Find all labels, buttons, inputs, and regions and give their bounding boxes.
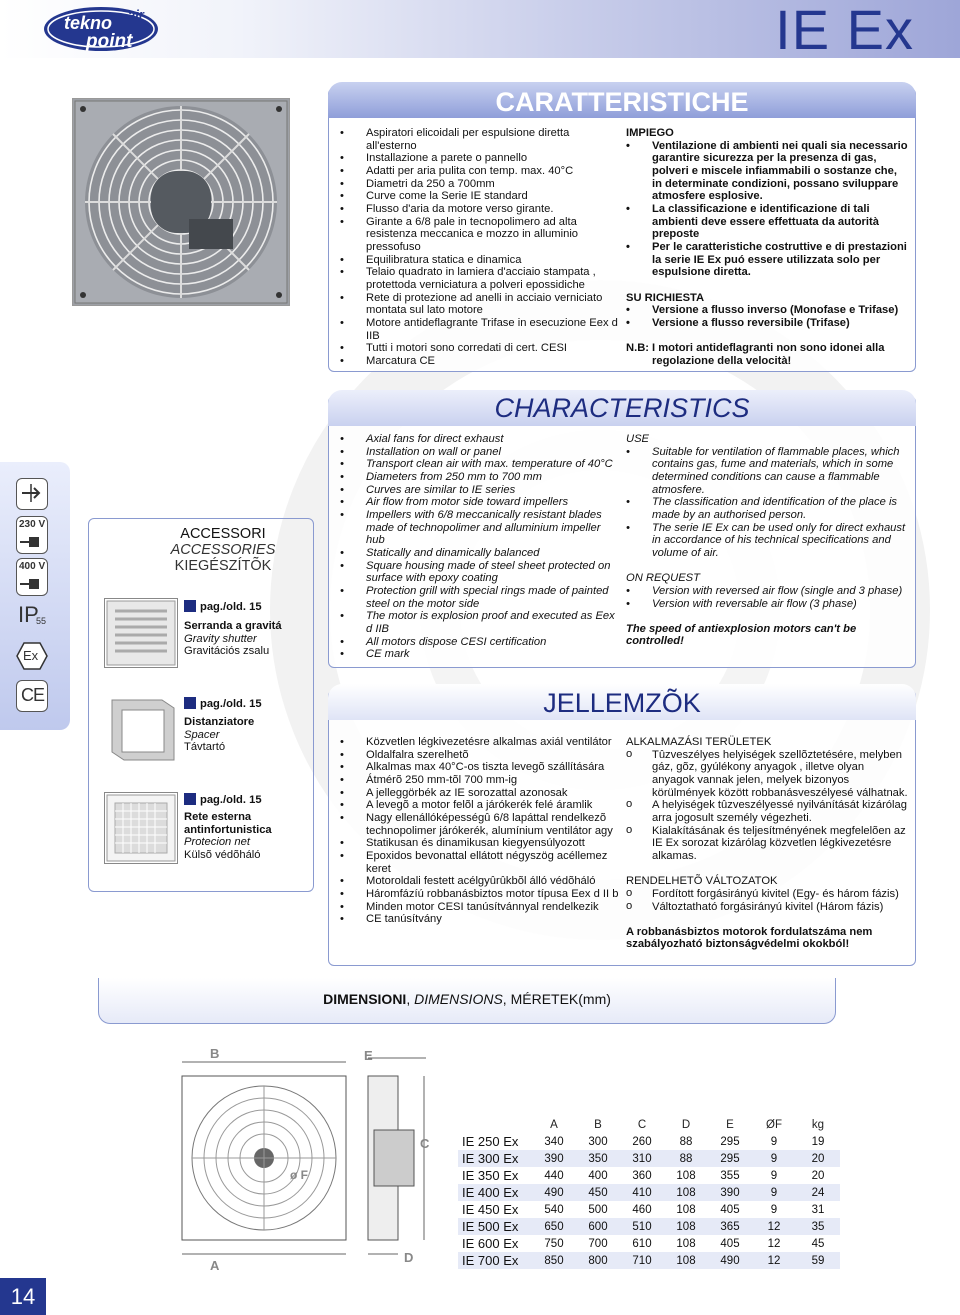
protection-net-image: [104, 792, 178, 864]
plug-230v-icon: [16, 516, 48, 554]
hungarian-use-column: [626, 736, 908, 951]
list-item: o Tûzveszélyes helyiségek szellõztetésére, melyben gáz, gõz, gyúlékony anyagok , illetve olyan anyagok vannak jelen, melyek bizonyos körülmények között robbanásveszélyesé válhatnak.: [626, 749, 908, 800]
table-cell: 12: [752, 1218, 796, 1235]
fan-illustration: [73, 99, 289, 305]
table-cell: 31: [811, 1203, 825, 1216]
list-item: • Rete di protezione ad anelli in acciaio verniciato montata sul lato motore: [340, 292, 620, 317]
gravity-shutter-image: [104, 598, 178, 668]
table-cell: 700: [588, 1237, 608, 1250]
dimensions-table: [458, 1116, 840, 1269]
italian-heading: CARATTERISTICHE: [495, 87, 749, 117]
list-item: • All motors dispose CESI certification: [340, 636, 620, 649]
voltage-400-label: 400 V: [19, 561, 46, 572]
list-item: • Transport clean air with max. temperature of 40°C: [340, 458, 620, 471]
list-item: • Telaio quadrato in lamiera d'acciaio stampata , protettoda verniciatura a polveri epossidiche: [340, 266, 620, 291]
page-header: [0, 0, 960, 61]
table-cell: 295: [708, 1150, 752, 1167]
certification-icons-tab: [0, 462, 70, 730]
list-item: • Diametri da 250 a 700mm: [340, 178, 620, 191]
table-cell: 500: [588, 1203, 608, 1216]
list-item: • Marcatura CE: [340, 355, 620, 368]
table-cell: 9: [752, 1150, 796, 1167]
table-row: [458, 1252, 840, 1269]
list-item: • Installation on wall or panel: [340, 446, 620, 459]
ex-hexagon-icon: [16, 640, 48, 672]
table-cell: 390: [532, 1150, 576, 1167]
logo-air-text: air: [128, 7, 144, 22]
page-ref-text: pag./old. 15: [200, 698, 262, 710]
table-cell: 800: [576, 1252, 620, 1269]
table-cell: 405: [720, 1203, 740, 1216]
table-cell: 9: [770, 1135, 778, 1148]
table-cell: 400: [588, 1169, 608, 1182]
model-cell: IE 250 Ex: [462, 1134, 519, 1149]
ce-mark-icon: [16, 680, 48, 712]
accessory-name-en: Protecion net: [184, 836, 250, 849]
model-cell: IE 600 Ex: [462, 1236, 519, 1251]
list-item: • Versione a flusso inverso (Monofase e Trifase): [626, 304, 908, 317]
dimensions-title-it: DIMENSIONI: [323, 991, 407, 1007]
dimensions-title: DIMENSIONI, DIMENSIONS, MÉRETEK(mm): [323, 991, 611, 1007]
use-title: USE: [626, 433, 650, 445]
list-item: • The serie IE Ex can be used only for direct exhaust in accordance of his technical specifications and volume of air.: [626, 522, 908, 560]
page-ref-text: pag./old. 15: [200, 601, 262, 613]
list-item: • Axial fans for direct exhaust: [340, 433, 620, 446]
ex-label: Ex: [23, 648, 39, 663]
list-item: • Tutti i motori sono corredati di cert. CESI: [340, 342, 620, 355]
table-cell: 750: [544, 1237, 564, 1250]
dimensions-title-en: DIMENSIONS: [414, 991, 503, 1007]
table-cell: 850: [532, 1252, 576, 1269]
hungarian-heading-bar: [328, 684, 916, 720]
note-text: The speed of antiexplosion motors can't be controlled!: [626, 622, 857, 648]
dim-label-d: D: [404, 1250, 414, 1265]
table-cell: 440: [544, 1169, 564, 1182]
table-cell: 12: [752, 1252, 796, 1269]
table-cell: 350: [576, 1150, 620, 1167]
list-item: • Version with reversable air flow (3 phase): [626, 598, 908, 611]
list-item: • A levegõ a motor felõl a járókerék felé áramlik: [340, 799, 620, 812]
column-header: B: [594, 1118, 602, 1131]
model-cell: IE 350 Ex: [462, 1168, 519, 1183]
list-item: • Impellers with 6/8 meccanically resistant blades made of technopolimer and alluminium impeller hub: [340, 509, 620, 547]
list-item: • Per le caratteristiche costruttive e di prestazioni la serie IE Ex puó essere utilizzata solo per espulsione diretta.: [626, 241, 908, 279]
table-cell: 260: [632, 1135, 652, 1148]
dim-label-c: C: [420, 1136, 430, 1151]
dimension-drawing: [178, 1040, 436, 1280]
note-label: N.B:: [626, 342, 649, 355]
list-item: • Flusso d'aria da motore verso girante.: [340, 203, 620, 216]
table-cell: 450: [576, 1184, 620, 1201]
english-features-list: [340, 433, 620, 661]
table-cell: 12: [767, 1237, 781, 1250]
ce-label: CE: [21, 685, 45, 705]
list-item: • A jelleggörbék az IE sorozattal azonosak: [340, 787, 620, 800]
list-item: • Statically and dinamically balanced: [340, 547, 620, 560]
dim-label-f: ø F: [290, 1168, 308, 1182]
table-cell: 710: [620, 1252, 664, 1269]
table-cell: 35: [796, 1218, 840, 1235]
list-item: o Változtatható forgásirányú kivitel (Három fázis): [626, 901, 908, 914]
table-cell: 20: [811, 1169, 825, 1182]
accessory-page-ref: [184, 793, 262, 806]
list-item: • The classification and identification of the place is made by an authorised person.: [626, 496, 908, 521]
table-row: [458, 1218, 840, 1235]
use-title: ALKALMAZÁSI TERÜLETEK: [626, 736, 772, 748]
page-ref-text: pag./old. 15: [200, 794, 262, 806]
table-cell: 460: [632, 1203, 652, 1216]
column-header: E: [726, 1118, 734, 1131]
accessory-name-en: Gravity shutter: [184, 632, 257, 645]
model-cell: IE 300 Ex: [458, 1150, 532, 1167]
note-text: I motori antideflagranti non sono idonei alla regolazione della velocità!: [652, 342, 885, 367]
table-cell: 9: [770, 1169, 778, 1182]
list-item: • Version with reversed air flow (single and 3 phase): [626, 585, 908, 598]
model-cell: IE 400 Ex: [458, 1184, 532, 1201]
table-cell: 600: [576, 1218, 620, 1235]
table-cell: 108: [676, 1237, 696, 1250]
table-cell: 340: [544, 1135, 564, 1148]
ip-sub-label: 55: [36, 616, 47, 626]
table-cell: 108: [664, 1218, 708, 1235]
column-header: kg: [811, 1118, 825, 1131]
italian-features-list: [340, 127, 620, 367]
english-heading-bar: [328, 390, 916, 426]
spacer-image: [104, 694, 178, 766]
request-title: SU RICHIESTA: [626, 291, 705, 304]
dim-label-a: A: [210, 1258, 220, 1273]
table-cell: 355: [720, 1169, 740, 1182]
list-item: • Aspiratori elicoidali per espulsione diretta all'esterno: [340, 127, 620, 152]
fan-dimension-drawing: [178, 1040, 436, 1280]
column-header: ØF: [766, 1118, 782, 1131]
list-item: • Átmérõ 250 mm-tõl 700 mm-ig: [340, 774, 620, 787]
ip-label: IP: [18, 602, 39, 627]
list-item: • La classificazione e identificazione di tali ambienti deve essere effettuata da autorità preposte: [626, 203, 908, 241]
table-cell: 108: [664, 1184, 708, 1201]
list-item: • Epoxidos bevonattal ellátott négyszög acéllemez keret: [340, 850, 620, 875]
product-title: IE Ex: [775, 0, 914, 61]
accessory-page-ref: [184, 697, 262, 710]
list-item: • CE mark: [340, 648, 620, 661]
list-item: o Fordított forgásirányú kivitel (Egy- és három fázis): [626, 888, 908, 901]
blue-square-marker: [184, 793, 196, 805]
table-cell: 410: [620, 1184, 664, 1201]
list-item: • Square housing made of steel sheet protected on surface with epoxy coating: [340, 560, 620, 585]
plug-400v-icon: [16, 558, 48, 596]
dim-label-e: E: [364, 1048, 373, 1063]
column-header: A: [550, 1118, 558, 1131]
list-item: • CE tanúsítvány: [340, 913, 620, 926]
list-item: • Minden motor CESI tanúsítvánnyal rendelkezik: [340, 901, 620, 914]
accessory-name-hu: Távtartó: [184, 741, 226, 754]
dim-label-b: B: [210, 1046, 220, 1061]
dimensions-title-bar: [98, 978, 836, 1024]
accessories-title-hu: KIEGÉSZÍTÕK: [174, 558, 272, 574]
table-cell: 24: [796, 1184, 840, 1201]
table-cell: 9: [752, 1184, 796, 1201]
note: [626, 342, 908, 367]
table-cell: 405: [720, 1237, 740, 1250]
table-row: [458, 1133, 840, 1150]
blue-square-marker: [184, 600, 196, 612]
list-item: • Curve come la Serie IE standard: [340, 190, 620, 203]
use-title: IMPIEGO: [626, 127, 674, 139]
italian-use-column: [626, 127, 908, 367]
accessory-description: [184, 716, 314, 754]
table-cell: 390: [708, 1184, 752, 1201]
accessory-name-hu: Külsõ védõháló: [184, 848, 261, 861]
table-cell: 310: [620, 1150, 664, 1167]
table-cell: 45: [811, 1237, 825, 1250]
hungarian-features-list: [340, 736, 620, 926]
table-row: [458, 1184, 840, 1201]
table-cell: 59: [796, 1252, 840, 1269]
table-header-row: [458, 1116, 840, 1133]
list-item: • Oldalfalra szerelhetõ: [340, 749, 620, 762]
table-cell: 365: [708, 1218, 752, 1235]
list-item: • Curves are similar to IE series: [340, 484, 620, 497]
column-header: C: [637, 1118, 647, 1131]
logo-point-text: point: [86, 31, 133, 52]
request-title: RENDELHETÕ VÁLTOZATOK: [626, 875, 778, 888]
table-cell: 360: [632, 1169, 652, 1182]
list-item: • Girante a 6/8 pale in tecnopolimero ad alta resistenza meccanica e mozzo in alluminio pressofuso: [340, 216, 620, 254]
accessories-title: [140, 526, 306, 574]
list-item: • Suitable for ventilation of flammable places, which contains gas, fume and materials, which in some determined conditions can cause a flammable atmosfere.: [626, 446, 908, 497]
hungarian-heading: JELLEMZÕK: [543, 688, 701, 718]
blue-square-marker: [184, 697, 196, 709]
accessories-title-en: ACCESSORIES: [170, 542, 276, 558]
list-item: • Diameters from 250 mm to 700 mm: [340, 471, 620, 484]
table-cell: 108: [664, 1252, 708, 1269]
table-row: [458, 1201, 840, 1218]
model-cell: IE 700 Ex: [458, 1252, 532, 1269]
table-cell: 540: [544, 1203, 564, 1216]
english-use-column: [626, 433, 908, 648]
list-item: • Alkalmas max 40°C-os tiszta levegõ szállítására: [340, 761, 620, 774]
list-item: • Motore antideflagrante Trifase in esecuzione Eex d IIB: [340, 317, 620, 342]
fan-product-photo: [72, 98, 290, 306]
note-text: A robbanásbiztos motorok fordulatszáma nem szabályozható biztonságvédelmi okokból!: [626, 925, 873, 951]
table-row: [458, 1167, 840, 1184]
table-cell: 108: [676, 1203, 696, 1216]
table-cell: 20: [796, 1150, 840, 1167]
table-cell: 295: [720, 1135, 740, 1148]
accessory-description: [184, 811, 314, 861]
table-cell: 650: [532, 1218, 576, 1235]
list-item: • Air flow from motor side toward impellers: [340, 496, 620, 509]
list-item: • Protection grill with special rings made of painted steel on the motor side: [340, 585, 620, 610]
list-item: • The motor is explosion proof and executed as Eex d IIB: [340, 610, 620, 635]
list-item: • Háromfázíú robbanásbiztos motor típusa Eex d II b: [340, 888, 620, 901]
exhaust-direction-icon: [16, 478, 48, 510]
accessory-name-en: Spacer: [184, 728, 220, 741]
table-cell: 88: [664, 1150, 708, 1167]
accessory-name-it: Rete esterna antinfortunistica: [184, 811, 272, 836]
table-cell: 300: [588, 1135, 608, 1148]
list-item: • Statikusan és dinamikusan kiegyensúlyozott: [340, 837, 620, 850]
model-cell: IE 450 Ex: [462, 1202, 519, 1217]
accessory-name-it: Serranda a gravitá: [184, 620, 282, 632]
table-cell: 9: [770, 1203, 778, 1216]
teknopoint-logo: [42, 4, 160, 54]
table-cell: 510: [620, 1218, 664, 1235]
request-title: ON REQUEST: [626, 572, 700, 585]
table-row: [458, 1235, 840, 1252]
logo-tekno-text: tekno: [64, 13, 113, 33]
table-cell: 108: [676, 1169, 696, 1182]
dimensions-title-hu: MÉRETEK(mm): [510, 991, 611, 1007]
english-heading: CHARACTERISTICS: [494, 393, 750, 423]
list-item: o A helyiségek tûzveszélyessé nyilvánítását kizárólag arra jogosult személy végezheti.: [626, 799, 908, 824]
ip55-icon: [16, 600, 48, 632]
list-item: • Versione a flusso reversibile (Trifase): [626, 317, 908, 330]
list-item: • Equilibratura statica e dinamica: [340, 254, 620, 267]
page-number: 14: [0, 1278, 46, 1315]
italian-heading-bar: [328, 82, 916, 118]
list-item: • Közvetlen légkivezetésre alkalmas axiál ventilátor: [340, 736, 620, 749]
list-item: • Nagy ellenállóképességû 6/8 lapáttal rendelkezõ technopolimer járókerék, alumínium ventilátor agy: [340, 812, 620, 837]
accessories-title-it: ACCESSORI: [180, 526, 266, 542]
column-header: D: [681, 1118, 691, 1131]
accessory-description: [184, 620, 314, 658]
list-item: o Kialakításának és teljesítményének megfelelõen az IE Ex sorozat kizárólag közvetlen légkivezetésre alkamas.: [626, 825, 908, 863]
table-row: [458, 1150, 840, 1167]
list-item: • Installazione a parete o pannello: [340, 152, 620, 165]
accessory-page-ref: [184, 600, 262, 613]
table-cell: 610: [632, 1237, 652, 1250]
accessory-name-it: Distanziatore: [184, 716, 255, 728]
table-cell: 490: [708, 1252, 752, 1269]
table-cell: 19: [811, 1135, 825, 1148]
voltage-230-label: 230 V: [19, 519, 46, 530]
list-item: • Motoroldali festett acélgyûrûkbõl álló védõháló: [340, 875, 620, 888]
accessory-name-hu: Gravitációs zsalu: [184, 645, 270, 658]
table-cell: 490: [532, 1184, 576, 1201]
list-item: • Adatti per aria pulita con temp. max. 40°C: [340, 165, 620, 178]
table-cell: 88: [679, 1135, 693, 1148]
list-item: • Ventilazione di ambienti nei quali sia necessario garantire sicurezza per la presenza di gas, polveri e miscele infiammabili o sostanze che, in determinate condizioni, possano sviluppare atmosfere esplosive.: [626, 140, 908, 203]
model-cell: IE 500 Ex: [458, 1218, 532, 1235]
